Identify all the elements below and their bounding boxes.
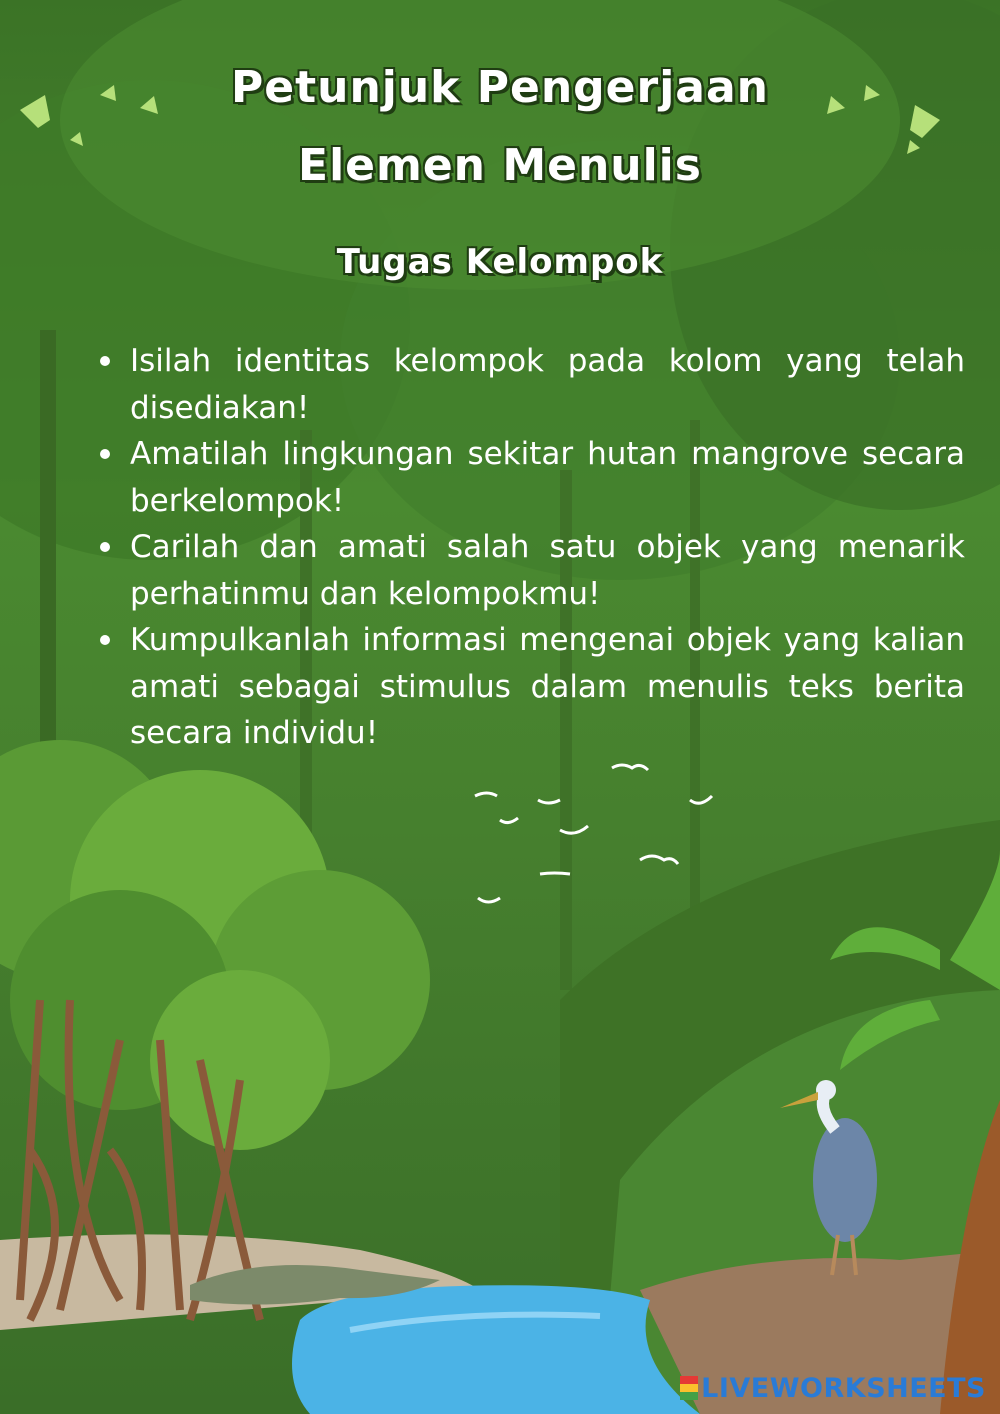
- instruction-item: Amatilah lingkungan sekitar hutan mangrove secara berkelompok!: [130, 431, 965, 524]
- logo-text: LIVEWORKSHEETS: [701, 1373, 986, 1404]
- instruction-item: Kumpulkanlah informasi mengenai objek yang kalian amati sebagai stimulus dalam menulis teks berita secara individu!: [130, 617, 965, 757]
- subtitle: Tugas Kelompok: [336, 242, 664, 282]
- title-line-1: Petunjuk Pengerjaan: [231, 62, 769, 113]
- instruction-list: [92, 338, 965, 757]
- instruction-item: Carilah dan amati salah satu objek yang menarik perhatinmu dan kelompokmu!: [130, 524, 965, 617]
- instruction-item: Isilah identitas kelompok pada kolom yang telah disediakan!: [130, 338, 965, 431]
- title-line-2: Elemen Menulis: [298, 140, 702, 191]
- liveworksheets-logo: [680, 1373, 986, 1404]
- logo-icon: [680, 1376, 698, 1400]
